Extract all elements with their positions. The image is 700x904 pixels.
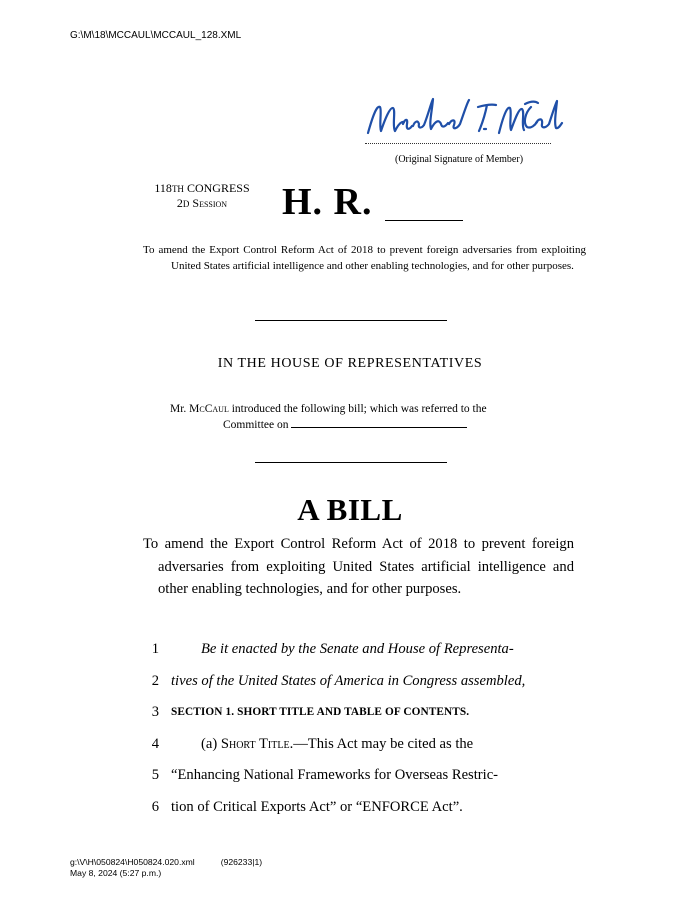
line-number: 4 xyxy=(151,735,159,752)
bill-line xyxy=(143,634,563,666)
bill-summary: To amend the Export Control Reform Act of 2018 to prevent foreign adversaries from exploiting United States artificial intelligence and other enabling technologies, and for other purposes. xyxy=(143,244,586,272)
committee-label: Committee on xyxy=(223,419,289,431)
chamber-heading: IN THE HOUSE OF REPRESENTATIVES xyxy=(217,356,483,371)
section-heading: SECTION 1. SHORT TITLE AND TABLE OF CONTENTS. xyxy=(171,706,470,718)
line-number: 5 xyxy=(151,767,159,783)
document-type-heading: A BILL xyxy=(297,492,403,527)
subsection-text: “Enhancing National Frameworks for Overseas Restric- xyxy=(171,767,499,783)
line-number: 3 xyxy=(151,704,159,720)
bill-line xyxy=(143,697,563,729)
divider-rule xyxy=(255,462,447,463)
enacting-clause: tives of the United States of America in Congress assembled, xyxy=(171,672,526,689)
bill-line xyxy=(143,666,563,698)
member-signature xyxy=(365,93,565,143)
session-number: 2D Session xyxy=(176,196,228,210)
document-footer xyxy=(70,857,262,879)
committee-blank xyxy=(291,417,467,428)
line-number: 2 xyxy=(151,672,159,689)
congress-session-block xyxy=(143,181,261,211)
line-number: 6 xyxy=(151,798,159,815)
divider-rule xyxy=(255,320,447,321)
line-number: 1 xyxy=(151,641,159,657)
footer-date: May 8, 2024 (5:27 p.m.) xyxy=(70,868,162,878)
subsection-text: (a) Short Title.—This Act may be cited as the xyxy=(201,735,474,752)
subsection-text: tion of Critical Exports Act” or “ENFORCE Act”. xyxy=(171,798,463,815)
bill-number-prefix: H. R. xyxy=(282,181,373,223)
bill-line xyxy=(143,729,563,761)
introduction-statement: Mr. McCaul introduced the following bill; which was referred to the Committee on xyxy=(170,403,487,431)
long-title: To amend the Export Control Reform Act of 2018 to prevent foreign adversaries from exploiting United States artificial intelligence and other enabling technologies, and for other purposes. xyxy=(143,536,574,597)
bill-number-blank xyxy=(385,220,463,221)
footer-code: (926233|1) xyxy=(220,857,263,867)
file-path: G:\M\18\MCCAUL\MCCAUL_128.XML xyxy=(70,30,242,41)
signature-caption: (Original Signature of Member) xyxy=(395,154,524,165)
bill-line xyxy=(143,792,563,824)
sponsor-name: McCaul xyxy=(189,403,229,415)
enacting-clause: Be it enacted by the Senate and House of Representa- xyxy=(201,641,514,657)
bill-line xyxy=(143,760,563,792)
signature-line xyxy=(365,143,551,144)
footer-path: g:\V\H\050824\H050824.020.xml xyxy=(70,857,195,867)
bill-text xyxy=(143,634,563,823)
congress-number: 118TH CONGRESS xyxy=(154,181,250,195)
